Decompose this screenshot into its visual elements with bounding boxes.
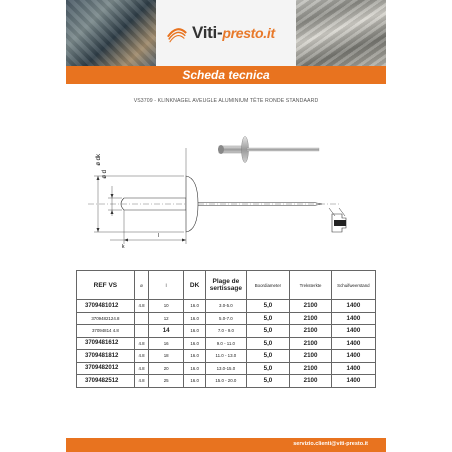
dim-k-label: k — [122, 244, 125, 250]
cell-ref: 3709482124.8 — [77, 312, 135, 325]
cell-trek: 2100 — [290, 300, 332, 313]
table-row — [77, 325, 376, 338]
dim-dk-label: ø dk — [96, 154, 102, 166]
col-l: l — [149, 271, 184, 300]
cell-d: 4.8 — [134, 362, 148, 375]
col-d: ø — [134, 271, 148, 300]
cell-dk: 16.0 — [184, 375, 206, 388]
cell-boor: 5,0 — [246, 337, 290, 350]
col-boordiameter: Boordiameter — [246, 271, 290, 300]
cell-d — [134, 325, 148, 338]
cell-l: 20 — [149, 362, 184, 375]
cell-ref: 3709482012 — [77, 362, 135, 375]
footer-bar — [66, 438, 386, 452]
cell-trek: 2100 — [290, 362, 332, 375]
cell-l: 25 — [149, 375, 184, 388]
cell-l: 18 — [149, 350, 184, 363]
cell-plage: 5.0-7.0 — [206, 312, 246, 325]
cell-plage: 3.0-5.0 — [206, 300, 246, 313]
cell-trek: 2100 — [290, 375, 332, 388]
cell-boor: 5,0 — [246, 300, 290, 313]
cell-schuif: 1400 — [331, 350, 375, 363]
cell-plage: 11.0 - 13.0 — [206, 350, 246, 363]
cell-dk: 16.0 — [184, 350, 206, 363]
rivet-section-view — [329, 208, 346, 232]
table-row — [77, 375, 376, 388]
cell-boor: 5,0 — [246, 362, 290, 375]
cell-ref: 3709482512 — [77, 375, 135, 388]
cell-boor: 5,0 — [246, 375, 290, 388]
spec-table — [76, 270, 376, 388]
col-treksterkte: Treksterkte — [290, 271, 332, 300]
rivet-technical-drawing — [70, 140, 370, 260]
cell-dk: 16.0 — [184, 362, 206, 375]
cell-dk: 16.0 — [184, 325, 206, 338]
cell-d: 4.8 — [134, 350, 148, 363]
cell-boor: 5,0 — [246, 312, 290, 325]
table-row — [77, 312, 376, 325]
cell-dk: 16.0 — [184, 300, 206, 313]
cell-d: 4.8 — [134, 300, 148, 313]
cell-l: 12 — [149, 312, 184, 325]
table-row — [77, 362, 376, 375]
cell-plage: 9.0 - 11.0 — [206, 337, 246, 350]
cell-ref: 3709481012 — [77, 300, 135, 313]
page-title: Scheda tecnica — [182, 68, 270, 82]
title-bar — [66, 66, 386, 84]
col-ref: REF VS — [77, 271, 135, 300]
cell-l: 10 — [149, 300, 184, 313]
brand-logo[interactable] — [166, 18, 275, 48]
cell-trek: 2100 — [290, 312, 332, 325]
cell-d — [134, 312, 148, 325]
cell-schuif: 1400 — [331, 375, 375, 388]
logo-text: Viti-presto.it — [192, 23, 275, 42]
cell-ref: 3709481812 — [77, 350, 135, 363]
col-plage: Plage de sertissage — [206, 271, 246, 300]
cell-schuif: 1400 — [331, 362, 375, 375]
table-header-row — [77, 271, 376, 300]
swoosh-logo-icon — [166, 22, 188, 44]
cell-trek: 2100 — [290, 325, 332, 338]
cell-ref: 37094814 4.8 — [77, 325, 135, 338]
contact-email-link[interactable]: servizio.clienti@viti-presto.it — [293, 441, 368, 447]
cell-plage: 7.0 - 9.0 — [206, 325, 246, 338]
cell-plage: 13.0-15.0 — [206, 362, 246, 375]
cell-d: 4.8 — [134, 337, 148, 350]
cell-schuif: 1400 — [331, 325, 375, 338]
cell-dk: 16.0 — [184, 337, 206, 350]
cell-ref: 3709481612 — [77, 337, 135, 350]
cell-l: 16 — [149, 337, 184, 350]
table-row — [77, 300, 376, 313]
screws-photo — [296, 0, 386, 66]
cell-trek: 2100 — [290, 337, 332, 350]
cell-schuif: 1400 — [331, 337, 375, 350]
table-row — [77, 350, 376, 363]
col-dk: DK — [184, 271, 206, 300]
table-row — [77, 337, 376, 350]
col-schuifweerstand: Schuifweerstand — [331, 271, 375, 300]
cell-dk: 16.0 — [184, 312, 206, 325]
dim-l-label: l — [158, 233, 160, 239]
tools-photo — [66, 0, 156, 66]
cell-boor: 5,0 — [246, 325, 290, 338]
cell-plage: 15.0 - 20.0 — [206, 375, 246, 388]
cell-l: 14 — [149, 325, 184, 338]
product-subtitle: VS3709 - KLINKNAGEL AVEUGLE ALUMINIUM TÊTE RONDE STANDAARD — [133, 98, 319, 104]
cell-schuif: 1400 — [331, 300, 375, 313]
cell-d: 4.8 — [134, 375, 148, 388]
cell-boor: 5,0 — [246, 350, 290, 363]
cell-trek: 2100 — [290, 350, 332, 363]
cell-schuif: 1400 — [331, 312, 375, 325]
dim-d-label: ø d — [102, 170, 108, 179]
